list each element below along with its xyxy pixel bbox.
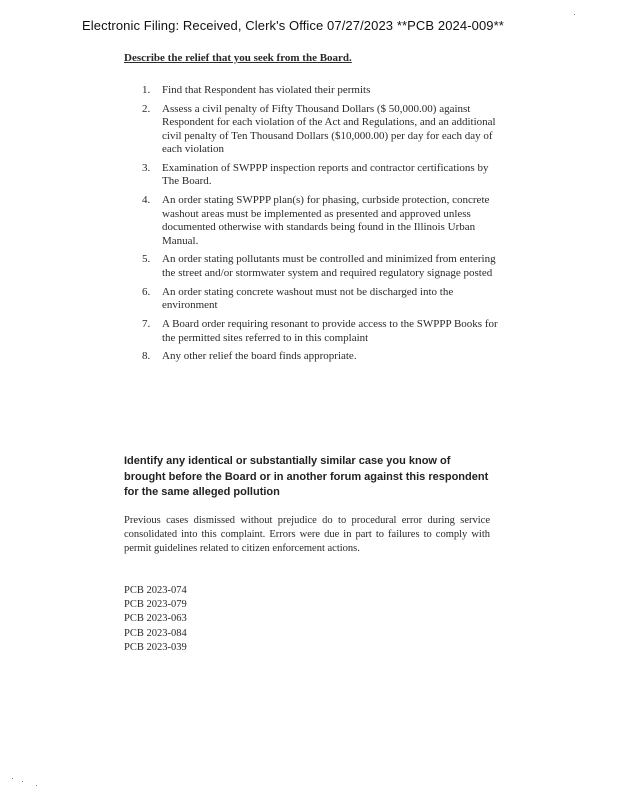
relief-item: [140, 162, 500, 189]
case-number: PCB 2023-039: [124, 641, 187, 653]
relief-item: [140, 350, 500, 363]
relief-item-text: An order stating concrete washout must not be discharged into the environment: [162, 285, 454, 312]
relief-heading: Describe the relief that you seek from the Board.: [124, 52, 352, 64]
relief-item-number: 4.: [142, 194, 151, 207]
case-number: PCB 2023-084: [124, 627, 187, 639]
relief-item-text: Examination of SWPPP inspection reports and contractor certifications by The Board.: [162, 162, 489, 188]
relief-list: [140, 84, 500, 369]
relief-item: [140, 84, 500, 97]
relief-item-number: 5.: [142, 253, 151, 266]
relief-item-text: Find that Respondent has violated their permits: [162, 84, 371, 96]
scan-speck: [36, 785, 37, 786]
case-number: PCB 2023-063: [124, 613, 187, 625]
scan-speck: [574, 14, 575, 15]
relief-item: [140, 253, 500, 280]
similar-cases-heading: Identify any identical or substantially similar case you know of brought before the Board or in another forum against this respondent for the same alleged pollution: [124, 455, 489, 498]
relief-item: [140, 103, 500, 157]
scan-speck: [12, 778, 13, 779]
filing-stamp: Electronic Filing: Received, Clerk's Office 07/27/2023 **PCB 2024-009**: [82, 18, 504, 33]
relief-item: [140, 318, 500, 345]
relief-item-text: An order stating pollutants must be controlled and minimized from entering the street and/or stormwater system and required regulatory signage posted: [162, 253, 496, 279]
previous-cases-paragraph: Previous cases dismissed without prejudice do to procedural error during service consolidated into this complaint. Errors were due in part to failures to comply with permit guidelines related to citizen enforcement actions.: [124, 515, 490, 554]
relief-item-number: 6.: [142, 285, 151, 298]
relief-item: [140, 194, 500, 248]
scan-speck: [22, 781, 23, 782]
case-number: PCB 2023-079: [124, 599, 187, 611]
relief-item-text: A Board order requiring resonant to provide access to the SWPPP Books for the permitted sites referred to in this complaint: [162, 318, 498, 344]
relief-item-number: 8.: [142, 350, 151, 363]
relief-item-text: An order stating SWPPP plan(s) for phasing, curbside protection, concrete washout areas must be implemented as presented and approved unless documented otherwise with standards being found in the Illinois Urban Manual.: [162, 194, 490, 247]
case-number-list: [124, 584, 187, 655]
relief-item-number: 3.: [142, 162, 151, 175]
relief-item-number: 1.: [142, 84, 151, 96]
relief-item-text: Assess a civil penalty of Fifty Thousand Dollars ($ 50,000.00) against Respondent for each violation of the Act and Regulations, and an additional civil penalty of Ten Thousand Dollars ($10,000.00) per day for each day of each violation: [162, 102, 496, 156]
relief-item-number: 7.: [142, 318, 151, 331]
relief-item: [140, 286, 500, 313]
relief-item-text: Any other relief the board finds appropriate.: [162, 350, 357, 363]
case-number: PCB 2023-074: [124, 585, 187, 596]
relief-item-number: 2.: [142, 102, 151, 115]
